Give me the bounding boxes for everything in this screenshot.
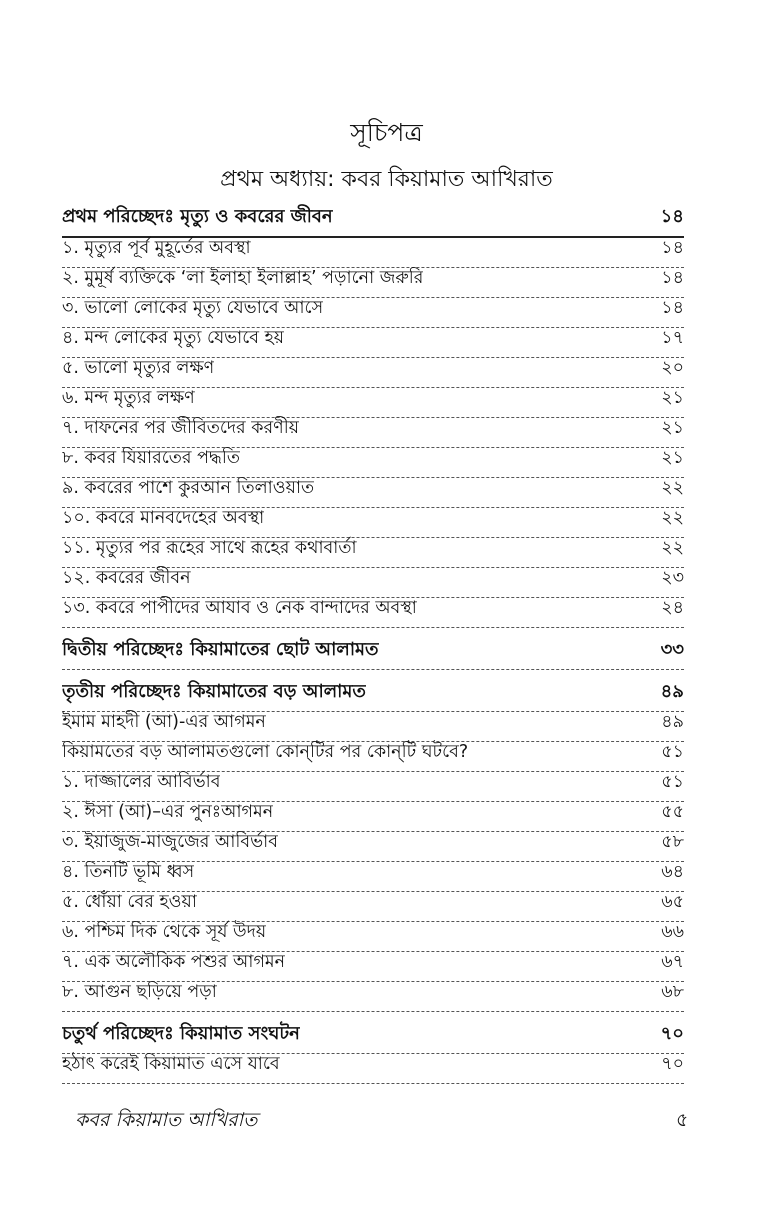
toc-entry-row: [62, 448, 684, 478]
footer-page-number: ৫: [676, 1109, 689, 1131]
toc-entry-title: ২. মুমূর্ষ ব্যক্তিকে ‘লা ইলাহা ইলাল্লাহ’ পড়ানো জরুরি: [62, 268, 424, 288]
toc-page-number: ৭০: [660, 1023, 684, 1044]
toc-entry-row: [62, 742, 684, 772]
toc-page-number: ৫১: [661, 742, 684, 762]
toc-section-row: [62, 678, 684, 712]
toc-entry-title: ৮. আগুন ছড়িয়ে পড়া: [62, 982, 217, 1002]
toc-entry-row: [62, 478, 684, 508]
toc-entry-row: [62, 238, 684, 268]
toc-entry-title: ১. দাজ্জালের আবির্ভাব: [62, 772, 221, 792]
toc-entry-row: [62, 328, 684, 358]
toc-page-number: ৬৫: [661, 892, 684, 912]
toc-page-number: ২১: [661, 448, 684, 468]
toc-page-number: ২০: [661, 358, 684, 378]
toc-entry-row: [62, 298, 684, 328]
toc-entry-row: [62, 568, 684, 598]
toc-entry-title: ১. মৃত্যুর পূর্ব মুহূর্তের অবস্থা: [62, 238, 251, 258]
toc-section-row: [62, 636, 684, 670]
toc-entry-title: ৮. কবর যিয়ারতের পদ্ধতি: [62, 448, 240, 468]
toc-page-number: ৬৭: [661, 952, 684, 972]
page-title: সূচিপত্র: [350, 118, 423, 147]
toc-entry-title: ১২. কবরের জীবন: [62, 568, 191, 588]
table-of-contents: [62, 208, 684, 1084]
toc-page-number: ৫৫: [661, 802, 684, 822]
toc-entry-title: ৬. পশ্চিম দিক থেকে সূর্য উদয়: [62, 922, 267, 942]
toc-entry-title: কিয়ামতের বড় আলামতগুলো কোন্‌টির পর কোন্‌টি ঘটবে?: [62, 742, 469, 762]
toc-page-number: ৩৩: [660, 639, 684, 660]
toc-entry-title: তৃতীয় পরিচ্ছেদঃ কিয়ামাতের বড় আলামত: [62, 681, 366, 702]
toc-entry-title: ৯. কবরের পাশে কুরআন তিলাওয়াত: [62, 478, 315, 498]
toc-entry-title: ৫. ভালো মৃত্যুর লক্ষণ: [62, 358, 215, 378]
toc-entry-title: প্রথম পরিচ্ছেদঃ মৃত্যু ও কবরের জীবন: [62, 206, 333, 227]
toc-entry-title: ৩. ভালো লোকের মৃত্যু যেভাবে আসে: [62, 298, 324, 318]
toc-entry-title: ইমাম মাহদী (আ)-এর আগমন: [62, 712, 266, 732]
toc-page-number: ২২: [661, 538, 684, 558]
toc-entry-row: [62, 922, 684, 952]
toc-entry-row: [62, 802, 684, 832]
toc-entry-row: [62, 1054, 684, 1084]
toc-entry-title: হঠাৎ করেই কিয়ামাত এসে যাবে: [62, 1054, 280, 1074]
toc-entry-title: ৪. তিনটি ভূমি ধ্বস: [62, 862, 195, 882]
toc-page-number: ৪৯: [660, 681, 684, 702]
toc-entry-row: [62, 538, 684, 568]
toc-section-row: [62, 208, 684, 238]
toc-entry-title: চতুর্থ পরিচ্ছেদঃ কিয়ামাত সংঘটন: [62, 1023, 300, 1044]
toc-entry-row: [62, 598, 684, 628]
toc-page-number: ২২: [661, 478, 684, 498]
toc-page-number: ৬৬: [661, 922, 684, 942]
toc-entry-title: দ্বিতীয় পরিচ্ছেদঃ কিয়ামাতের ছোট আলামত: [62, 639, 379, 660]
toc-page-number: ৫১: [661, 772, 684, 792]
chapter-title: প্রথম অধ্যায়: কবর কিয়ামাত আখিরাত: [220, 167, 553, 192]
toc-section-row: [62, 1020, 684, 1054]
toc-page-number: ১৪: [661, 268, 684, 288]
toc-page-number: ৬৮: [661, 982, 684, 1002]
toc-entry-row: [62, 388, 684, 418]
toc-entry-row: [62, 712, 684, 742]
toc-entry-title: ৫. ধোঁয়া বের হওয়া: [62, 892, 197, 912]
toc-page-number: ৪৯: [661, 712, 684, 732]
toc-entry-title: ৩. ইয়াজুজ-মাজুজের আবির্ভাব: [62, 832, 278, 852]
toc-page-number: ২১: [661, 388, 684, 408]
toc-page-number: ৫৮: [661, 832, 684, 852]
toc-entry-title: ৪. মন্দ লোকের মৃত্যু যেভাবে হয়: [62, 328, 285, 348]
toc-page-number: ২৪: [661, 598, 684, 618]
toc-page-number: ১৪: [661, 298, 684, 318]
footer-book-title: কবর কিয়ামাত আখিরাত: [75, 1109, 258, 1131]
toc-page-number: ৭০: [661, 1054, 684, 1074]
toc-entry-title: ১৩. কবরে পাপীদের আযাব ও নেক বান্দাদের অবস্থা: [62, 598, 417, 618]
toc-entry-row: [62, 268, 684, 298]
toc-entry-title: ১০. কবরে মানবদেহের অবস্থা: [62, 508, 265, 528]
toc-entry-row: [62, 358, 684, 388]
toc-entry-title: ৭. দাফনের পর জীবিতদের করণীয়: [62, 418, 300, 438]
toc-entry-row: [62, 862, 684, 892]
toc-entry-title: ৭. এক অলৌকিক পশুর আগমন: [62, 952, 286, 972]
toc-entry-row: [62, 508, 684, 538]
toc-page-number: ১৪: [661, 238, 684, 258]
toc-entry-row: [62, 832, 684, 862]
toc-entry-title: ৬. মন্দ মৃত্যুর লক্ষণ: [62, 388, 195, 408]
toc-page-number: ২২: [661, 508, 684, 528]
toc-page-number: ১৪: [660, 206, 684, 227]
toc-entry-row: [62, 772, 684, 802]
toc-entry-title: ১১. মৃত্যুর পর রূহের সাথে রূহের কথাবার্তা: [62, 538, 357, 558]
toc-entry-row: [62, 982, 684, 1012]
toc-page-number: ২৩: [661, 568, 684, 588]
toc-page-number: ১৭: [661, 328, 684, 348]
toc-entry-row: [62, 418, 684, 448]
toc-entry-title: ২. ঈসা (আ)–এর পুনঃআগমন: [62, 802, 274, 822]
toc-entry-row: [62, 952, 684, 982]
toc-page-number: ৬৪: [661, 862, 684, 882]
toc-entry-row: [62, 892, 684, 922]
toc-page-number: ২১: [661, 418, 684, 438]
